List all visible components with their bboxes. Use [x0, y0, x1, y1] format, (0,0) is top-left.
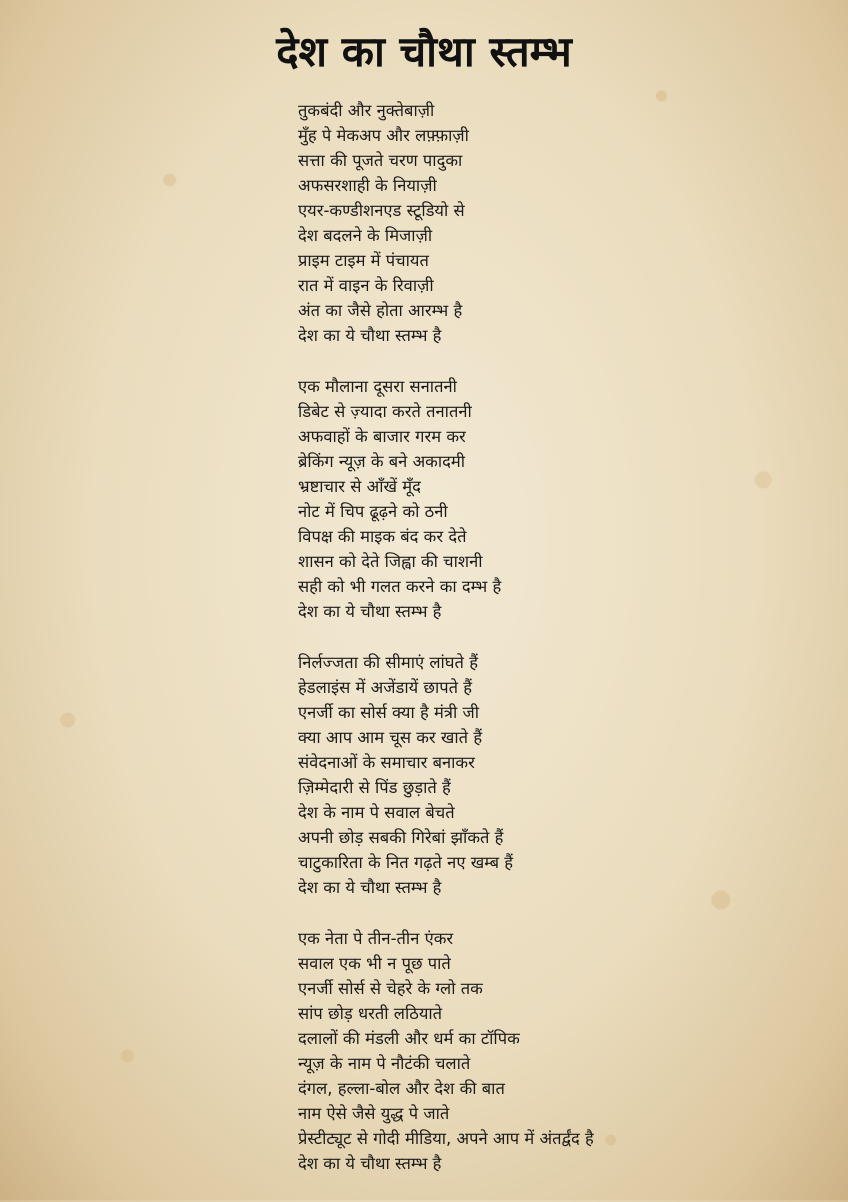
poem-body [298, 98, 818, 1202]
poem-line: डिबेट से ज़्यादा करते तनातनी [298, 402, 472, 421]
poem-line: अंत का जैसे होता आरम्भ है [298, 301, 463, 320]
poem-line: एयर-कण्डीशनएड स्टूडियो से [298, 201, 465, 220]
stanza-4 [298, 926, 818, 1176]
poem-line: शासन को देते जिह्वा की चाशनी [298, 552, 483, 571]
poem-line: सही को भी गलत करने का दम्भ है [298, 577, 502, 596]
poem-line: निर्लज्जता की सीमाएं लांघते हैं [298, 653, 478, 672]
poem-line: एनर्जी का सोर्स क्या है मंत्री जी [298, 703, 479, 722]
poem-line: अफवाहों के बाजार गरम कर [298, 427, 466, 446]
poem-line: अपनी छोड़ सबकी गिरेबां झाँकते हैं [298, 828, 504, 847]
poem-line: एक नेता पे तीन-तीन एंकर [298, 929, 454, 948]
poem-line: देश बदलने के मिजाज़ी [298, 226, 433, 245]
poem-line: अफसरशाही के नियाज़ी [298, 176, 437, 195]
poem-line: क्या आप आम चूस कर खाते हैं [298, 728, 483, 747]
refrain-line: देश का ये चौथा स्तम्भ है [298, 878, 442, 897]
refrain-line: देश का ये चौथा स्तम्भ है [298, 602, 442, 621]
poem-line: प्रेस्टीट्यूट से गोदी मीडिया, अपने आप में अंतर्द्वंद है [298, 1129, 594, 1148]
poem-line: चाटुकारिता के नित गढ़ते नए खम्ब हैं [298, 853, 513, 872]
poem-line: नोट में चिप ढूढ़ने को ठनी [298, 502, 448, 521]
refrain-line: देश का ये चौथा स्तम्भ है [298, 326, 442, 345]
stanza-1 [298, 98, 818, 348]
poem-line: सत्ता की पूजते चरण पादुका [298, 151, 463, 170]
poem-line: ब्रेकिंग न्यूज़ के बने अकादमी [298, 452, 466, 471]
poem-line: देश के नाम पे सवाल बेचते [298, 803, 455, 822]
poem-line: नाम ऐसे जैसे युद्ध पे जाते [298, 1104, 450, 1123]
poem-line: सवाल एक भी न पूछ पाते [298, 954, 451, 973]
poem-line: दलालों की मंडली और धर्म का टॉपिक [298, 1029, 520, 1048]
poem-title: देश का चौथा स्तम्भ [276, 27, 572, 76]
stanza-3 [298, 650, 818, 900]
poem-line: मुँह पे मेकअप और लफ़्फ़ाज़ी [298, 126, 469, 145]
poem-line: विपक्ष की माइक बंद कर देते [298, 527, 467, 546]
poem-line: सांप छोड़ धरती लठियाते [298, 1004, 443, 1023]
stanza-2 [298, 374, 818, 624]
poem-line: तुकबंदी और नुक्तेबाज़ी [298, 101, 435, 120]
refrain-line: देश का ये चौथा स्तम्भ है [298, 1154, 442, 1173]
poem-line: एक मौलाना दूसरा सनातनी [298, 377, 457, 396]
poem-line: न्यूज़ के नाम पे नौटंकी चलाते [298, 1054, 471, 1073]
poem-line: एनर्जी सोर्स से चेहरे के ग्लो तक [298, 979, 483, 998]
poem-line: दंगल, हल्ला-बोल और देश की बात [298, 1079, 505, 1098]
poem-line: ज़िम्मेदारी से पिंड छुड़ाते हैं [298, 778, 451, 797]
poem-line: संवेदनाओं के समाचार बनाकर [298, 753, 475, 772]
poem-line: हेडलाइंस में अजेंडायें छापते हैं [298, 678, 473, 697]
poem-line: रात में वाइन के रिवाज़ी [298, 276, 434, 295]
poem-line: भ्रष्टाचार से आँखें मूँद [298, 477, 421, 496]
poem-line: प्राइम टाइम में पंचायत [298, 251, 429, 270]
